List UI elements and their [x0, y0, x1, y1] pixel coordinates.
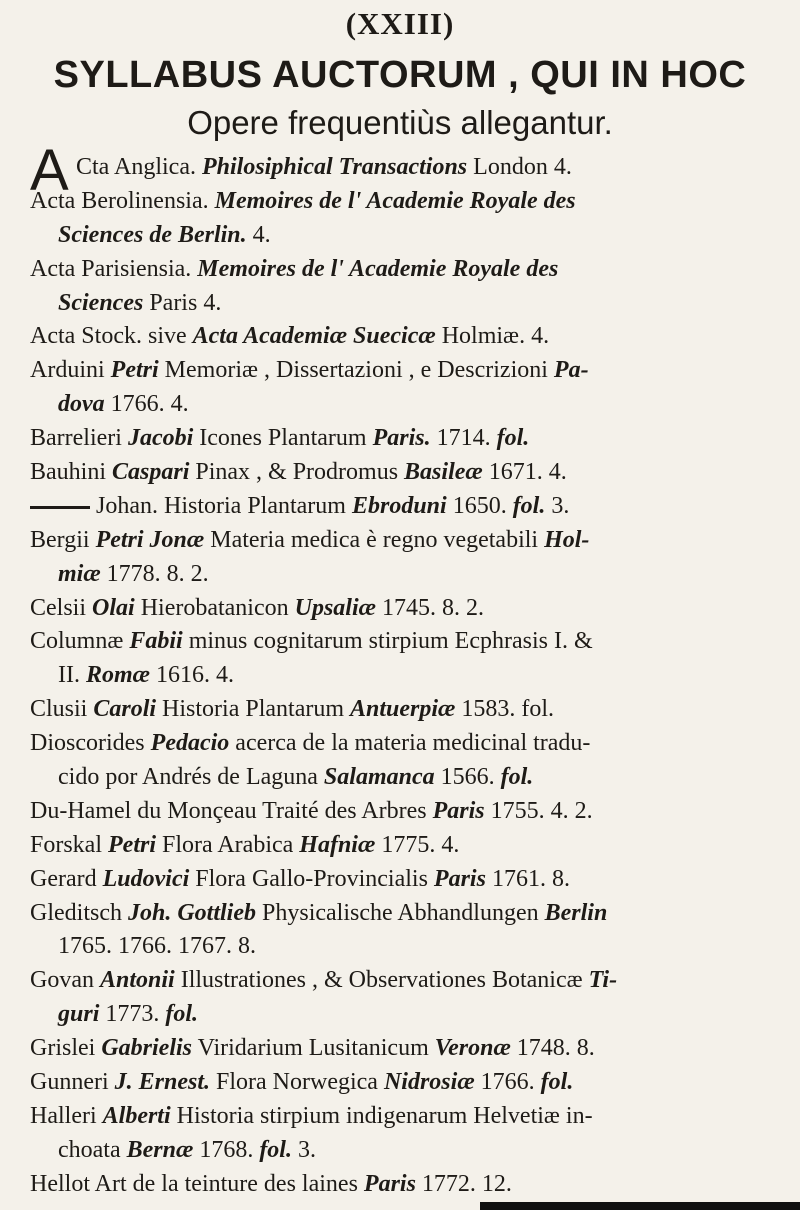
italic-text: Philosiphical Transactions — [201, 154, 468, 180]
entry-text: Hierobatanicon — [134, 594, 295, 621]
italic-text: Paris. — [372, 425, 431, 452]
entry-line — [30, 863, 796, 897]
entry-line — [30, 354, 796, 388]
entry-line — [30, 795, 796, 829]
entry-text: 1775. 4. — [375, 831, 460, 858]
entry-text: cido por Andrés de Laguna — [58, 764, 324, 791]
italic-text: Ludovici — [102, 865, 190, 892]
italic-text: Memoires de l' Academie Royale des — [197, 255, 559, 282]
italic-text: fol. — [259, 1136, 292, 1163]
entry-text: Dioscorides — [30, 730, 151, 757]
italic-text: Romæ — [85, 662, 150, 689]
entry-text: 1650. — [446, 492, 513, 519]
italic-text: Memoires de l' Academie Royale des — [214, 187, 576, 214]
italic-text: Antuerpiæ — [350, 696, 456, 723]
italic-text: Pa- — [553, 357, 589, 384]
italic-text: Acta Academiæ Suecicæ — [192, 323, 436, 350]
entry-text: Govan — [30, 967, 100, 994]
entry-text: Cta Anglica. — [76, 154, 202, 180]
entry-line — [30, 592, 796, 626]
entry-line — [30, 1066, 796, 1100]
italic-text: guri — [58, 1001, 100, 1028]
drop-cap: A — [30, 138, 69, 203]
italic-text: Antonii — [99, 967, 175, 994]
entry-text: Clusii — [30, 696, 94, 723]
italic-text: Bernæ — [126, 1136, 194, 1163]
entry-text: Johan. Historia Plantarum — [96, 492, 352, 519]
italic-text: Sciences de Berlin. — [58, 221, 247, 248]
italic-text: Paris — [432, 797, 485, 824]
italic-text: Salamanca — [323, 764, 435, 791]
entry-line — [30, 1134, 796, 1168]
italic-text: Petri Jonæ — [95, 526, 205, 553]
entry-text: Memoriæ , Dissertazioni , e Descrizioni — [158, 357, 554, 384]
entry-text: Columnæ — [30, 628, 130, 655]
entry-line — [30, 490, 796, 524]
italic-text: Caroli — [93, 696, 157, 723]
italic-text: Berlin — [544, 899, 608, 926]
entry-text: Historia Plantarum — [156, 696, 351, 723]
page-number: (XXIII) — [345, 6, 455, 41]
italic-text: Hafniæ — [299, 831, 376, 858]
italic-text: Joh. Gottlieb — [127, 899, 256, 926]
italic-text: fol. — [500, 764, 534, 791]
italic-text: Veronæ — [434, 1035, 511, 1062]
entry-text: Flora Gallo-Provincialis — [189, 865, 434, 892]
entry-text: Acta Berolinensia. — [30, 187, 215, 214]
scan-edge-shadow — [480, 1202, 800, 1210]
italic-text: Fabii — [129, 628, 183, 655]
entry-line — [30, 219, 796, 253]
entry-line — [30, 558, 796, 592]
entry-text: Flora Norwegica — [210, 1069, 384, 1096]
entry-line — [30, 422, 796, 456]
entry-text: Physicalische Abhandlungen — [256, 899, 545, 926]
entry-line — [30, 1032, 796, 1066]
italic-text: Nidrosiæ — [383, 1069, 475, 1096]
entry-line — [30, 253, 796, 287]
entry-line — [30, 930, 796, 964]
entry-text: Bergii — [30, 526, 96, 553]
entry-text: 1765. 1766. 1767. 8. — [58, 933, 256, 960]
page-subtitle: Opere frequentiùs allegantur. — [187, 104, 613, 141]
entry-text: Arduini — [30, 357, 111, 384]
entry-text: Paris 4. — [143, 289, 222, 316]
entry-text: Acta Stock. sive — [30, 323, 193, 350]
entry-text: 1745. 8. 2. — [375, 594, 484, 621]
entry-line — [30, 727, 796, 761]
italic-text: Paris — [433, 865, 486, 892]
entry-text: Flora Arabica — [156, 831, 300, 858]
page-title: SYLLABUS AUCTORUM , QUI IN HOC — [53, 54, 747, 96]
entry-line — [30, 524, 796, 558]
entry-line — [30, 897, 796, 931]
entry-text: 1773. — [99, 1001, 166, 1028]
entry-text: 3. — [291, 1136, 316, 1163]
entry-text: 1766. 4. — [104, 391, 189, 418]
entry-text: Gleditsch — [30, 899, 128, 926]
entry-text: Gunneri — [30, 1069, 115, 1096]
italic-text: fol. — [512, 492, 546, 519]
italic-text: Paris — [363, 1170, 416, 1197]
entry-text: Grislei — [30, 1035, 102, 1062]
italic-text: Alberti — [102, 1102, 171, 1129]
italic-text: Jacobi — [127, 425, 194, 452]
entry-line — [30, 388, 796, 422]
entry-line — [30, 1100, 796, 1134]
italic-text: Petri — [110, 357, 159, 384]
entry-text: 4. — [246, 221, 271, 248]
entry-line — [30, 625, 796, 659]
entry-line — [30, 456, 796, 490]
entry-text: 1748. 8. — [510, 1035, 595, 1062]
entry-text: Illustrationes , & Observationes Botanicæ — [174, 967, 589, 994]
italic-text: Upsaliæ — [294, 594, 376, 621]
italic-text: Gabrielis — [101, 1035, 192, 1062]
entry-line — [30, 829, 796, 863]
entry-text: Acta Parisiensia. — [30, 255, 198, 282]
entry-text: Forskal — [30, 831, 108, 858]
entry-text: Icones Plantarum — [193, 425, 373, 452]
italic-text: fol. — [496, 425, 530, 452]
entry-line — [30, 964, 796, 998]
entry-text: Barrelieri — [30, 425, 128, 452]
entry-text: 1671. 4. — [482, 459, 567, 486]
italic-text: Basileæ — [404, 459, 483, 486]
italic-text: Hol- — [544, 526, 590, 553]
italic-text: Sciences — [58, 289, 144, 316]
italic-text: fol. — [540, 1069, 574, 1096]
entry-text: Hellot Art de la teinture des laines — [30, 1170, 364, 1197]
entry-line — [30, 659, 796, 693]
italic-text: Olai — [92, 594, 135, 621]
entry-text: 1766. — [474, 1069, 541, 1096]
entry-line — [30, 185, 796, 219]
syllabus-entries — [30, 138, 796, 1202]
italic-text: Ebroduni — [351, 492, 447, 519]
entry-text: 1768. — [193, 1136, 260, 1163]
entry-line — [30, 287, 796, 321]
entry-text: Bauhini — [30, 459, 112, 486]
italic-text: Pedacio — [150, 730, 230, 757]
entry-text: Materia medica è regno vegetabili — [204, 526, 545, 553]
italic-text: Caspari — [112, 459, 190, 486]
entry-text: 1755. 4. 2. — [484, 797, 593, 824]
entry-text: acerca de la materia medicinal tradu- — [229, 730, 591, 757]
entry-text: choata — [58, 1136, 127, 1163]
italic-text: fol. — [165, 1001, 199, 1028]
entry-line — [30, 998, 796, 1032]
entry-text: Celsii — [30, 594, 93, 621]
entry-text: minus cognitarum stirpium Ecphrasis I. & — [182, 628, 593, 655]
italic-text: Ti- — [588, 967, 618, 994]
entry-line — [30, 693, 796, 727]
entry-text: 1714. — [430, 425, 497, 452]
entry-text: 1761. 8. — [485, 865, 570, 892]
italic-text: dova — [58, 391, 105, 418]
entry-text: Halleri — [30, 1102, 103, 1129]
entry-line — [30, 320, 796, 354]
entry-line — [30, 1168, 796, 1202]
italic-text: J. Ernest. — [114, 1069, 211, 1096]
entry-text: Viridarium Lusitanicum — [192, 1035, 435, 1062]
italic-text: miæ — [58, 560, 101, 587]
entry-text: Gerard — [30, 865, 103, 892]
entry-text: 1566. — [434, 764, 501, 791]
entry-text: II. — [58, 662, 86, 689]
entry-text: Du-Hamel du Monçeau Traité des Arbres — [30, 797, 433, 824]
entry-text: Historia stirpium indigenarum Helvetiæ in- — [170, 1102, 593, 1129]
ditto-dash — [30, 506, 90, 509]
entry-text: London 4. — [467, 154, 572, 180]
entry-text: 1772. 12. — [415, 1170, 512, 1197]
entry-text: 1778. 8. 2. — [100, 560, 209, 587]
italic-text: Petri — [108, 831, 156, 858]
entry-text: 1616. 4. — [150, 662, 234, 689]
entry-text: Holmiæ. 4. — [435, 323, 550, 350]
entry-text: 1583. fol. — [455, 696, 555, 723]
entry-line — [30, 761, 796, 795]
entry-text: Pinax , & Prodromus — [189, 459, 405, 486]
entry-text: 3. — [545, 492, 570, 519]
